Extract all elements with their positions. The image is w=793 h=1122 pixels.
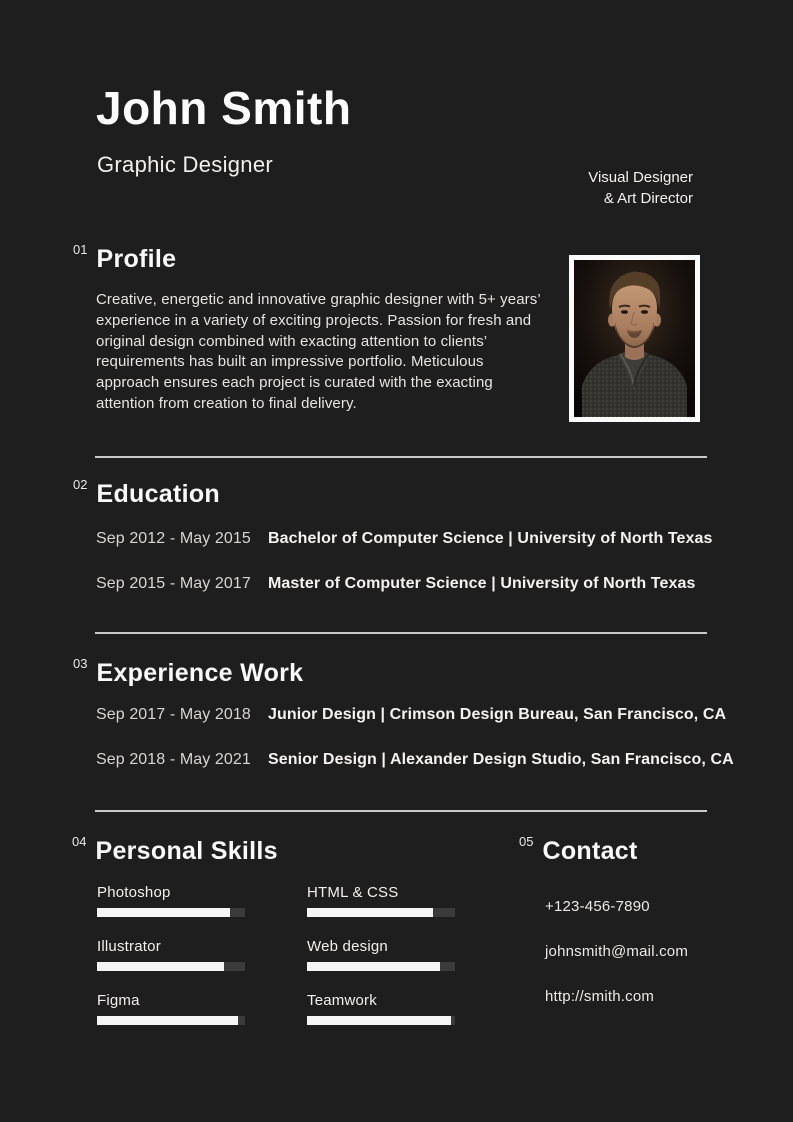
education-detail: Master of Computer Science | University of North Texas [268,575,696,592]
section-header-skills [72,834,278,864]
divider [95,456,707,458]
skill-item [97,938,247,971]
experience-detail: Senior Design | Alexander Design Studio, San Francisco, CA [268,751,734,768]
section-number: 05 [519,834,534,849]
skill-item [307,938,457,971]
section-number: 03 [73,656,88,671]
section-title: Experience Work [96,659,304,687]
contact-list [545,898,688,1033]
section-title: Personal Skills [95,837,278,865]
skill-bar-fill [307,1016,451,1025]
skill-label: Teamwork [307,992,377,1009]
skill-bar-track [97,908,245,917]
experience-row [96,751,736,769]
divider [95,810,707,812]
skill-bar-track [97,1016,245,1025]
tagline [588,167,693,209]
section-header-experience [73,656,303,686]
skill-item [307,992,457,1025]
skill-bar-fill [307,962,440,971]
experience-rows [96,706,736,796]
skill-bar-track [97,962,245,971]
education-row [96,575,736,593]
tagline-line-2: & Art Director [603,190,693,207]
skill-label: HTML & CSS [307,884,399,901]
skill-bar-fill [97,908,230,917]
experience-detail: Junior Design | Crimson Design Bureau, San Francisco, CA [268,706,727,723]
skill-bar-fill [307,908,433,917]
skill-bar-fill [97,1016,238,1025]
experience-row [96,706,736,724]
education-detail: Bachelor of Computer Science | University of North Texas [268,530,713,547]
divider [95,632,707,634]
person-name: John Smith [96,82,352,134]
skill-label: Photoshop [97,884,171,901]
education-row [96,530,736,548]
skill-label: Web design [307,938,388,955]
skill-item [97,992,247,1025]
skills-column-left [97,884,247,1046]
section-number: 01 [73,242,88,257]
skill-bar-track [307,1016,455,1025]
contact-website[interactable]: http://smith.com [545,988,655,1005]
skills-column-right [307,884,457,1046]
skill-label: Illustrator [97,938,161,955]
person-role: Graphic Designer [97,152,273,177]
skill-item [307,884,457,917]
education-dates: Sep 2012 - May 2015 [96,530,251,547]
section-title: Profile [96,245,177,273]
section-header-profile [73,242,176,272]
experience-dates: Sep 2018 - May 2021 [96,751,251,768]
skill-item [97,884,247,917]
contact-email[interactable]: johnsmith@mail.com [545,943,689,960]
section-number: 04 [72,834,87,849]
skill-label: Figma [97,992,140,1009]
portrait-illustration [574,260,695,417]
section-header-contact [519,834,638,864]
portrait-photo [569,255,700,422]
section-header-education [73,477,220,507]
section-title: Contact [542,837,638,865]
education-rows [96,530,736,620]
contact-phone[interactable]: +123-456-7890 [545,898,650,915]
section-title: Education [96,480,221,508]
education-dates: Sep 2015 - May 2017 [96,575,251,592]
section-number: 02 [73,477,88,492]
skill-bar-fill [97,962,224,971]
profile-summary: Creative, energetic and innovative graphic designer with 5+ years’ experience in a variety of exciting projects. Passion for fresh and original design combined with exacting attention to clients’ requirements has built an impressive portfolio. Meticulous approach ensures each project is curated with the exacting attention from creation to final delivery. [96,291,541,412]
skill-bar-track [307,962,455,971]
experience-dates: Sep 2017 - May 2018 [96,706,251,723]
tagline-line-1: Visual Designer [588,169,693,186]
skill-bar-track [307,908,455,917]
